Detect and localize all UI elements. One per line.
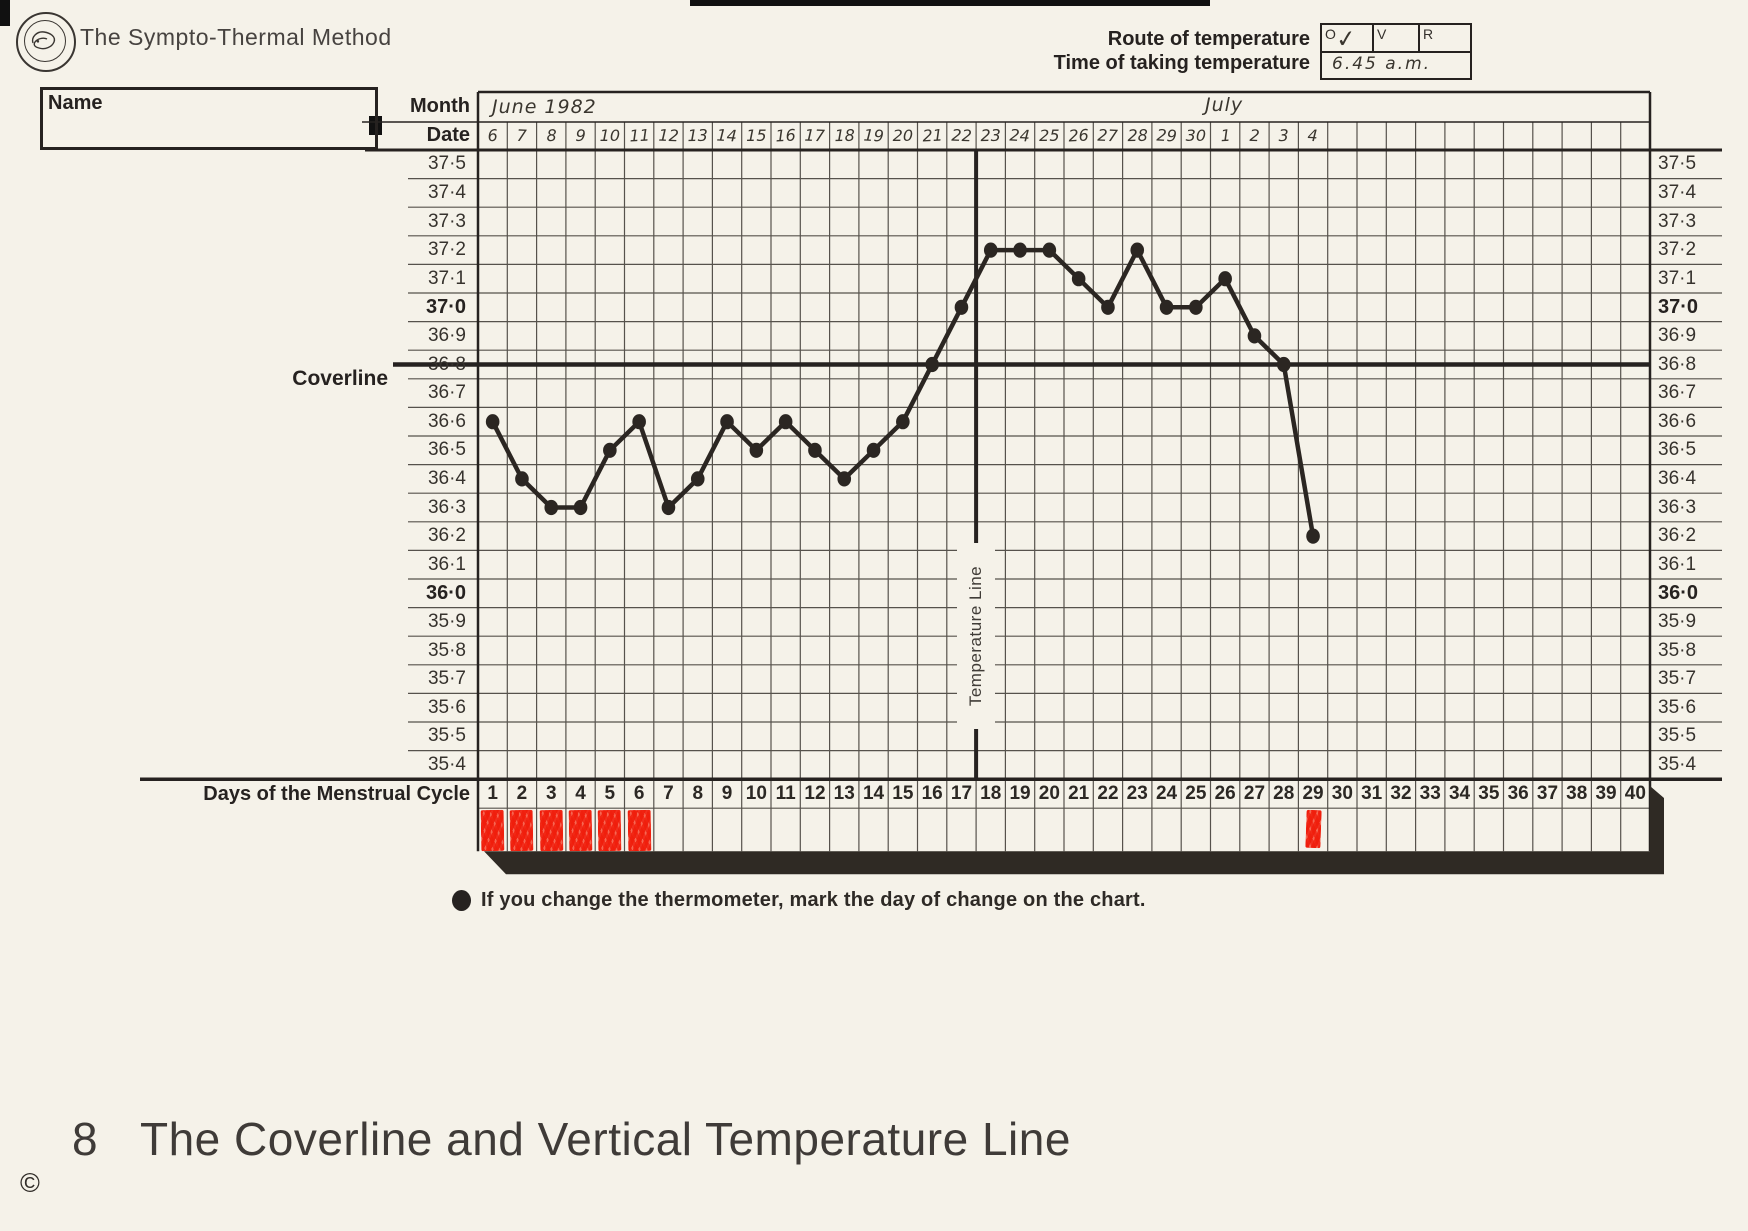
date-cell-value: 3 xyxy=(1278,125,1289,146)
date-cell-value: 12 xyxy=(657,125,679,146)
cycle-day-number: 18 xyxy=(980,783,1002,805)
cycle-day-number: 26 xyxy=(1214,783,1236,805)
date-cell-value: 29 xyxy=(1155,125,1178,146)
menstruation-mark xyxy=(510,810,534,851)
date-cell-value: 18 xyxy=(833,125,855,146)
cycle-day-number: 37 xyxy=(1536,783,1559,805)
route-option-r-label: R xyxy=(1423,26,1434,42)
cycle-day-number: 3 xyxy=(545,783,557,805)
date-cell-value: 25 xyxy=(1039,126,1060,145)
date-cell-value: 17 xyxy=(804,125,826,146)
date-row-label: Date xyxy=(426,124,470,146)
y-axis-label-left: 37·3 xyxy=(427,210,466,232)
chapter-title: The Coverline and Vertical Temperature Line xyxy=(140,1113,1071,1165)
cycle-day-number: 36 xyxy=(1507,783,1529,805)
date-cell-value: 30 xyxy=(1185,126,1207,145)
y-axis-label-right: 36·6 xyxy=(1658,410,1697,432)
y-axis-label-left: 36·9 xyxy=(427,324,466,346)
y-axis-label-left: 37·2 xyxy=(427,239,466,261)
cycle-day-number: 28 xyxy=(1273,783,1295,805)
y-axis-label-right: 36·3 xyxy=(1658,496,1697,518)
route-option-v-label: V xyxy=(1377,26,1387,42)
y-axis-label-left: 36·5 xyxy=(427,439,466,461)
coverline-label: Coverline xyxy=(292,367,388,390)
copyright-mark: © xyxy=(20,1168,40,1198)
legend-bullet-icon xyxy=(452,890,471,911)
cycle-day-number: 33 xyxy=(1419,783,1441,805)
y-axis-label-left: 37·5 xyxy=(427,153,466,175)
date-cell-value: 22 xyxy=(950,125,972,146)
y-axis-label-right: 36·2 xyxy=(1658,525,1697,547)
y-axis-label-left: 37·1 xyxy=(427,267,466,289)
y-axis-label-right: 37·5 xyxy=(1658,153,1697,175)
thermometer-change-legend xyxy=(452,889,1146,912)
y-axis-label-left: 35·9 xyxy=(427,610,466,632)
y-axis-label-right: 35·8 xyxy=(1658,639,1697,661)
date-cell-value: 19 xyxy=(862,125,885,146)
y-axis-label-left: 37·0 xyxy=(425,296,466,319)
y-axis-label-right: 36·1 xyxy=(1658,553,1697,575)
cycle-day-number: 27 xyxy=(1243,783,1266,805)
cycle-day-number: 4 xyxy=(575,783,586,805)
y-axis-label-right: 37·3 xyxy=(1658,210,1697,232)
y-axis-label-right: 36·0 xyxy=(1658,582,1699,605)
legend-text: If you change the thermometer, mark the day of change on the chart. xyxy=(481,889,1146,911)
y-axis-label-right: 37·0 xyxy=(1658,296,1699,319)
cycle-day-number: 25 xyxy=(1185,783,1207,805)
date-cell-value: 6 xyxy=(487,125,499,146)
menstruation-mark xyxy=(539,810,563,851)
route-of-temperature-label: Route of temperature xyxy=(1107,28,1310,50)
route-checkmark: ✓ xyxy=(1334,24,1358,54)
date-cell-value: 10 xyxy=(599,126,621,145)
time-of-taking-temperature-label: Time of taking temperature xyxy=(1053,52,1310,74)
cycle-day-number: 2 xyxy=(516,783,528,805)
cycle-day-number: 29 xyxy=(1302,783,1324,805)
y-axis-label-right: 35·6 xyxy=(1658,696,1697,718)
cycle-day-number: 12 xyxy=(804,783,826,805)
y-axis-label-left: 35·4 xyxy=(427,753,466,775)
y-axis-label-right: 36·9 xyxy=(1658,324,1697,346)
y-axis-label-right: 36·4 xyxy=(1658,467,1697,489)
month-row-label: Month xyxy=(410,95,470,117)
y-axis-label-right: 36·5 xyxy=(1658,439,1697,461)
cycle-day-number: 35 xyxy=(1478,783,1500,805)
date-cell-value: 1 xyxy=(1219,125,1231,146)
date-cell-value: 7 xyxy=(516,125,528,146)
y-axis-label-left: 36·7 xyxy=(427,382,466,404)
cycle-day-number: 24 xyxy=(1155,783,1178,805)
y-axis-label-left: 36·6 xyxy=(427,410,466,432)
temperature-line-label-band xyxy=(957,543,995,729)
cycle-day-number: 21 xyxy=(1068,783,1090,805)
page-title: The Sympto-Thermal Method xyxy=(80,24,392,50)
y-axis-label-left: 36·2 xyxy=(427,525,466,547)
menstruation-mark xyxy=(598,810,622,851)
cycle-day-number: 9 xyxy=(721,783,733,805)
menstruation-mark xyxy=(627,810,651,851)
cycle-day-number: 5 xyxy=(604,783,616,805)
y-axis-label-right: 37·1 xyxy=(1658,267,1697,289)
temperature-line-label: Temperature Line xyxy=(966,565,985,707)
y-axis-label-right: 35·7 xyxy=(1658,668,1697,690)
date-cell-value: 9 xyxy=(574,125,587,146)
y-axis-label-left: 35·6 xyxy=(427,696,466,718)
y-axis-label-left: 36·1 xyxy=(427,553,466,575)
y-axis-label-left: 36·8 xyxy=(427,353,466,375)
date-cell-value: 20 xyxy=(892,126,914,145)
menstruation-mark xyxy=(481,810,505,851)
cycle-day-number: 40 xyxy=(1624,783,1646,805)
date-cell-value: 2 xyxy=(1249,125,1260,146)
cycle-day-number: 16 xyxy=(921,783,943,805)
month-july-value: July xyxy=(1205,94,1244,116)
chapter-number: 8 xyxy=(72,1113,98,1165)
y-axis-label-left: 37·4 xyxy=(427,181,466,203)
y-axis-label-right: 35·4 xyxy=(1658,753,1697,775)
cycle-day-number: 19 xyxy=(1009,783,1031,805)
cycle-day-number: 38 xyxy=(1566,783,1588,805)
menstruation-mark xyxy=(569,810,593,851)
date-cell-value: 28 xyxy=(1126,125,1148,146)
name-field-label: Name xyxy=(48,92,103,114)
y-axis-label-right: 36·7 xyxy=(1658,382,1697,404)
cycle-day-number: 20 xyxy=(1038,783,1060,805)
cycle-day-number: 14 xyxy=(862,783,885,805)
date-cell-value: 4 xyxy=(1307,125,1319,146)
cycle-day-number: 23 xyxy=(1126,783,1148,805)
date-cell-value: 13 xyxy=(687,125,709,146)
date-cell-value: 27 xyxy=(1097,125,1119,146)
cycle-day-number: 8 xyxy=(692,783,704,805)
y-axis-label-right: 37·4 xyxy=(1658,181,1697,203)
y-axis-label-left: 36·4 xyxy=(427,467,466,489)
y-axis-label-right: 37·2 xyxy=(1658,239,1697,261)
cycle-day-number: 10 xyxy=(745,783,767,805)
y-axis-label-left: 35·7 xyxy=(427,668,466,690)
y-axis-label-left: 35·8 xyxy=(427,639,466,661)
y-axis-label-left: 36·3 xyxy=(427,496,466,518)
y-axis-label-left: 36·0 xyxy=(425,582,466,605)
date-cell-value: 11 xyxy=(628,125,650,146)
date-cell-value: 14 xyxy=(716,125,738,146)
menstruation-mark xyxy=(1305,810,1321,849)
date-cell-value: 26 xyxy=(1067,125,1090,146)
cycle-day-number: 34 xyxy=(1448,783,1471,805)
cycle-day-number: 39 xyxy=(1595,783,1617,805)
cycle-day-number: 11 xyxy=(775,783,796,805)
y-axis-label-left: 35·5 xyxy=(427,725,466,747)
cycle-day-number: 15 xyxy=(892,783,914,805)
y-axis-label-right: 35·5 xyxy=(1658,725,1697,747)
cycle-day-number: 32 xyxy=(1390,783,1412,805)
date-cell-value: 16 xyxy=(774,125,797,146)
cycle-day-number: 13 xyxy=(833,783,855,805)
date-cell-value: 21 xyxy=(921,125,943,146)
days-of-cycle-label: Days of the Menstrual Cycle xyxy=(203,783,470,805)
month-june-value: June 1982 xyxy=(492,96,597,118)
date-cell-value: 15 xyxy=(746,126,767,145)
cycle-day-number: 30 xyxy=(1331,783,1353,805)
route-option-o-label: O xyxy=(1325,26,1336,42)
time-value: 6.45 a.m. xyxy=(1332,54,1432,74)
cycle-day-number: 6 xyxy=(633,783,645,805)
date-cell-value: 8 xyxy=(545,125,557,146)
cycle-day-number: 22 xyxy=(1097,783,1119,805)
date-cell-value: 24 xyxy=(1009,125,1031,146)
cycle-day-number: 1 xyxy=(487,783,498,805)
cycle-day-number: 31 xyxy=(1361,783,1383,805)
cycle-day-number: 7 xyxy=(663,783,674,805)
date-cell-value: 23 xyxy=(980,125,1002,146)
y-axis-label-right: 35·9 xyxy=(1658,610,1697,632)
cycle-day-number: 17 xyxy=(950,783,973,805)
y-axis-label-right: 36·8 xyxy=(1658,353,1697,375)
